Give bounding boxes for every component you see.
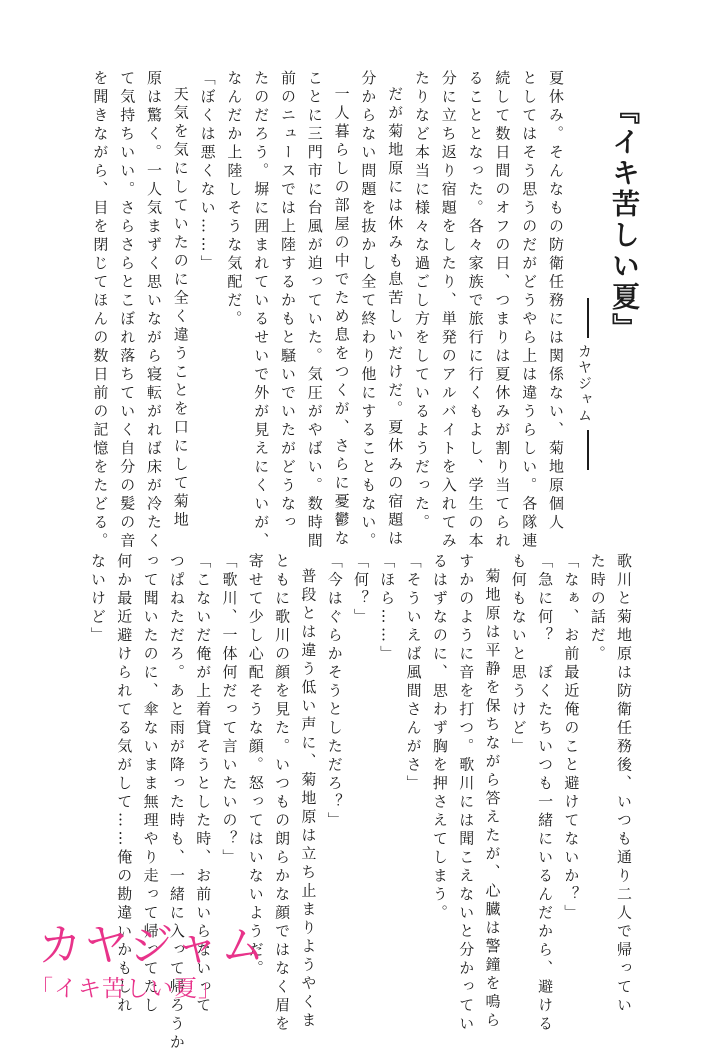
text-column: て気持ちいい。さらさらとこぼれ落ちていく自分の髪の音	[118, 70, 137, 551]
text-column: 「こないだ俺が上着貸そうとした時、お前いらないって	[194, 553, 213, 1016]
text-column: 普段とは違う低い声に、菊地原は立ち止まりようやくま	[299, 568, 318, 1031]
sticker-title: 「イキ苦しい夏」	[30, 976, 222, 1002]
sticker-author: カヤジャム	[38, 920, 267, 971]
text-column: も何もないと思うけど」	[509, 553, 528, 757]
text-column: つぱねただろ。あと雨が降った時も、一緒に入って帰ろうか	[167, 553, 186, 1053]
text-column: 「そういえば風間さんがさ」	[404, 553, 423, 794]
text-column: 「歌川、一体何だって言いたいの？」	[220, 553, 239, 868]
text-column: すかのように音を打つ。歌川には聞こえないと分かってい	[457, 553, 476, 1034]
text-column: 原は驚く。一人気まずく思いながら寝転がれば床が冷たく	[145, 70, 163, 551]
text-column: た時の話だ。	[588, 553, 607, 664]
text-column: 一人暮らしの部屋の中でため息をつくが、さらに憂鬱な	[332, 86, 351, 549]
text-column: ることとなった。各々家族で旅行に行くもよし、学生の本	[466, 70, 485, 551]
text-column: 「急に何？ ぼくたちいつも一緒にいるんだから、避ける	[536, 553, 555, 1034]
text-column: ことに三門市に台風が迫っていた。気圧がやばい。数時間	[305, 70, 324, 551]
text-column: 菊地原は平静を保ちながら答えたが、心臓は警鐘を鳴ら	[483, 568, 502, 1031]
text-column: 「今はぐらかそうとしただろ？」	[325, 553, 344, 831]
text-column: だが菊地原には休みも息苦しいだけだ。夏休みの宿題は	[386, 86, 405, 549]
text-column: ないけど」	[89, 553, 107, 646]
text-column: としてはそう思うのだがどうやら上は違うらしい。各隊連	[520, 70, 539, 551]
author-name: カヤジャム	[576, 344, 592, 424]
text-column: 続して数日間のオフの日、つまりは夏休みが割り当てられ	[493, 70, 512, 551]
text-column: 「ほら……」	[378, 553, 397, 664]
author-byline	[577, 298, 591, 470]
text-column: たのだろう。塀に囲まれているせいで外が見えにくいが、	[252, 70, 271, 551]
byline-rule-bottom	[587, 430, 589, 470]
text-column: を聞きながら、目を閉じてほんの数日前の記憶をたどる。	[91, 70, 110, 551]
text-column: 天気を気にしていたのに全く違うことを口にして菊地	[171, 86, 190, 530]
story-title: 『イキ苦しい夏』	[608, 96, 641, 344]
text-column: 「ぼくは悪くない……」	[198, 70, 217, 274]
text-column: 何か最近避けられてる気がして……俺の勘違いかもしれ	[115, 553, 134, 1016]
text-column: 「なぁ、お前最近俺のこと避けてないか？」	[562, 553, 581, 923]
text-column: って聞いたのに、傘ないまま無理やり走って帰ってたし	[141, 553, 160, 1016]
text-column: 「何？」	[352, 553, 370, 627]
text-column: なんだか上陸しそうな気配だ。	[225, 70, 244, 329]
text-column: 夏休み。そんなもの防衛任務には関係ない、菊地原個人	[547, 70, 565, 533]
byline-rule-top	[587, 298, 589, 338]
text-column: 分に立ち返り宿題をしたり、単発のアルバイトを入れてみ	[439, 70, 458, 551]
text-column: 前のニュースでは上陸するかもと騒いでいたがどうなっ	[279, 70, 297, 533]
text-column: たりなど本当に様々な過ごし方をしているようだった。	[413, 70, 431, 533]
text-column: 歌川と菊地原は防衛任務後、いつも通り二人で帰ってい	[615, 553, 633, 1016]
text-column: 寄せて少し心配そうな顔。怒ってはいないようだ。	[246, 553, 265, 979]
text-column: 分からない問題を抜かし全て終わり他にすることもない。	[359, 70, 378, 551]
text-column: るはずなのに、思わず胸を押さえてしまう。	[430, 553, 449, 923]
text-column: ともに歌川の顔を見た。いつもの朗らかな顔ではなく眉を	[273, 553, 292, 1034]
